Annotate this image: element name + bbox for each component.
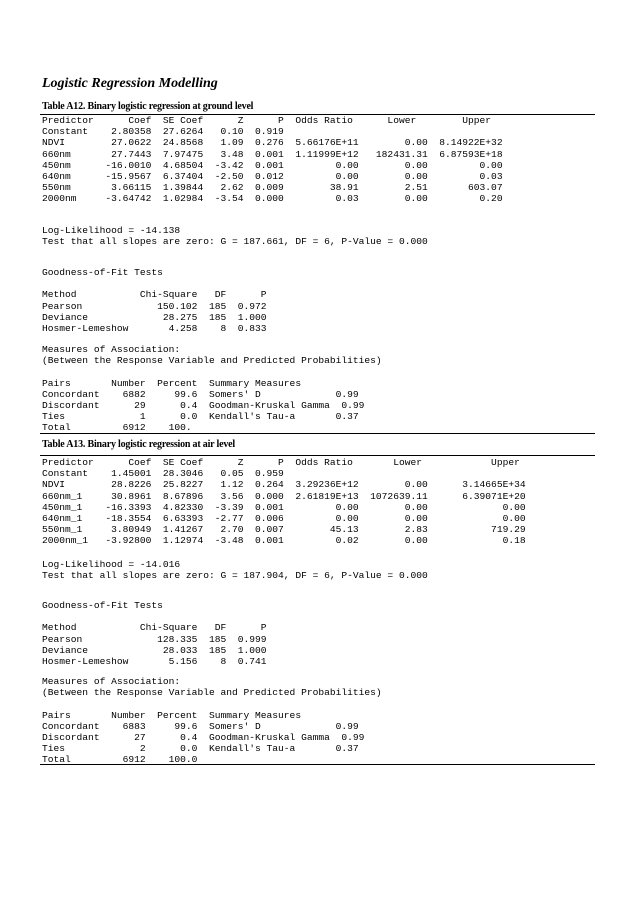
table-a12-coefficients: Predictor Coef SE Coef Z P Odds Ratio Lower Upper Constant 2.80358 27.6264 0.10 0.919 NDVI 27.0622 24.8568 1.09 0.276 5.66176E+11 0.00 8.14922E+32 660nm 27.7443 7.97475 3.48 0.001 1.11999E+12 182431.31 6.87593E+18 450nm -16.0010 4.68504 -3.42 0.001 0.00 0.00 0.00 640nm -15.9567 6.37404 -2.50 0.012 0.00 0.00 0.03 550nm 3.66115 1.39844 2.62 0.009 38.91 2.51 603.07 2000nm -3.64742 1.02984 -3.54 0.000 0.03 0.00 0.20 (42, 115, 503, 205)
table-a13-top-rule (40, 455, 595, 456)
table-a12-bottom-rule (40, 433, 595, 434)
table-a13-bottom-rule (40, 764, 595, 765)
table-a13-caption: Table A13. Binary logistic regression at air level (42, 439, 235, 450)
table-a12-association: Measures of Association: (Between the Response Variable and Predicted Probabilities) Pairs Number Percent Summary Measures Concordant 6882 99.6 Somers' D 0.99 Discordant 29 0.4 Goodman-Kruskal Gamma 0.99 Ties 1 0.0 Kendall's Tau-a 0.37 Total 6912 100. (42, 344, 382, 434)
table-a12-goodness-of-fit: Goodness-of-Fit Tests Method Chi-Square DF P Pearson 150.102 185 0.972 Deviance 28.275 185 1.000 Hosmer-Lemeshow 4.258 8 0.833 (42, 267, 267, 335)
table-a12-caption: Table A12. Binary logistic regression at ground level (42, 101, 254, 112)
table-a13-goodness-of-fit: Goodness-of-Fit Tests Method Chi-Square DF P Pearson 128.335 185 0.999 Deviance 28.033 185 1.000 Hosmer-Lemeshow 5.156 8 0.741 (42, 600, 267, 668)
table-a12-log-likelihood: Log-Likelihood = -14.138 Test that all slopes are zero: G = 187.661, DF = 6, P-Value = 0.000 (42, 225, 428, 248)
table-a13-coefficients: Predictor Coef SE Coef Z P Odds Ratio Lower Upper Constant 1.45001 28.3046 0.05 0.959 NDVI 28.8226 25.8227 1.12 0.264 3.29236E+12 0.00 3.14665E+34 660nm_1 30.8961 8.67896 3.56 0.000 2.61819E+13 1072639.11 6.39071E+20 450nm_1 -16.3393 4.82330 -3.39 0.001 0.00 0.00 0.00 640nm_1 -18.3554 6.63393 -2.77 0.006 0.00 0.00 0.00 550nm_1 3.80949 1.41267 2.70 0.007 45.13 2.83 719.29 2000nm_1 -3.92800 1.12974 -3.48 0.001 0.02 0.00 0.18 (42, 457, 526, 547)
table-a13-association: Measures of Association: (Between the Response Variable and Predicted Probabilities) Pairs Number Percent Summary Measures Concordant 6883 99.6 Somers' D 0.99 Discordant 27 0.4 Goodman-Kruskal Gamma 0.99 Ties 2 0.0 Kendall's Tau-a 0.37 Total 6912 100.0 (42, 676, 382, 766)
table-a13-log-likelihood: Log-Likelihood = -14.016 Test that all slopes are zero: G = 187.904, DF = 6, P-Value = 0.000 (42, 559, 428, 582)
page-title: Logistic Regression Modelling (42, 76, 218, 91)
